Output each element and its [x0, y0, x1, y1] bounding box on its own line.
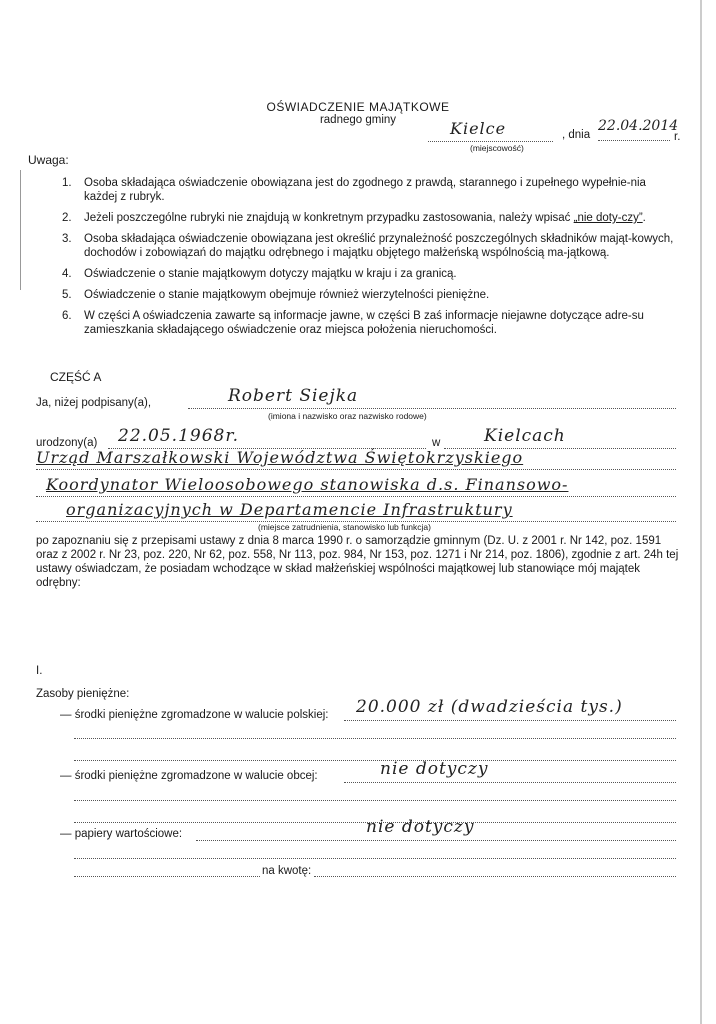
- employment-line[interactable]: [36, 474, 676, 497]
- securities-field[interactable]: [196, 818, 676, 841]
- place-handwritten: Kielce: [450, 119, 507, 138]
- part-a-heading: CZĘŚĆ A: [50, 370, 102, 384]
- born-place-handwritten: Kielcach: [484, 426, 566, 446]
- note-number: 4.: [62, 268, 72, 280]
- born-label: urodzony(a): [36, 437, 98, 449]
- note-text: W części A oświadczenia zawarte są informacje jawne, w części B zaś informacje niejawne dotyczące adre-su zamieszkania składającego oświadczenie oraz miejsca położenia nieruchomości.: [84, 310, 644, 336]
- note-number: 2.: [62, 212, 72, 224]
- document-subtitle: radnego gminy: [319, 114, 397, 126]
- document-title: OŚWIADCZENIE MAJĄTKOWE: [266, 100, 450, 114]
- signed-label: Ja, niżej podpisany(a),: [36, 397, 152, 409]
- section-heading: Zasoby pieniężne:: [36, 688, 130, 700]
- note-number: 6.: [62, 310, 72, 322]
- employment-text: Urząd Marszałkowski Województwa Świętokrzyskiego: [36, 448, 524, 467]
- note-item: [62, 309, 678, 337]
- place-caption: (miejscowość): [470, 143, 524, 153]
- born-date-field[interactable]: [108, 426, 426, 449]
- note-text: Osoba składająca oświadczenie obowiązana jest do zgodnego z prawdą, starannego i zupełnego wypełnie-nia każdej z rubryk.: [84, 177, 646, 203]
- note-item: [62, 211, 678, 225]
- note-item: [62, 267, 678, 281]
- scan-edge: [700, 0, 702, 1024]
- employment-line[interactable]: [36, 447, 676, 470]
- born-date-handwritten: 22.05.1968r.: [118, 426, 239, 446]
- date-field[interactable]: [598, 118, 679, 141]
- note-text: Jeżeli poszczególne rubryki nie znajdują w konkretnym przypadku zastosowania, należy wpisać: [84, 212, 574, 224]
- pln-label: — środki pieniężne zgromadzone w walucie polskiej:: [60, 709, 329, 721]
- note-text: Oświadczenie o stanie majątkowym obejmuje również wierzytelności pieniężne.: [84, 289, 490, 301]
- pln-field[interactable]: [344, 698, 676, 721]
- name-handwritten: Robert Siejka: [228, 386, 359, 406]
- securities-value-handwritten: nie dotyczy: [366, 817, 475, 837]
- note-quoted-text: „nie doty-czy”: [573, 212, 643, 224]
- blank-line[interactable]: [74, 840, 676, 859]
- date-prefix: , dnia: [562, 129, 591, 141]
- note-text-end: .: [642, 212, 646, 224]
- legal-text: po zapoznaniu się z przepisami ustawy z dnia 8 marca 1990 r. o samorządzie gminnym (Dz. U. z 2001 r. Nr 142, poz. 1591 oraz z 2002 r. Nr 23, poz. 220, Nr 62, poz. 558, Nr 113, poz. 984, Nr 153, poz. 1271 i Nr 214, poz. 1806), zgodnie z art. 24h tej ustawy oświadczam, że posiadam wchodzące w skład małżeńskiej wspólności majątkowej lub stanowiące mój majątek odrębny:: [36, 535, 679, 589]
- blank-line[interactable]: [74, 782, 676, 801]
- date-suffix: r.: [674, 131, 681, 143]
- note-item: [62, 232, 678, 260]
- note-item: [62, 176, 678, 204]
- notes-list: [62, 176, 678, 344]
- notes-heading: Uwaga:: [28, 153, 69, 167]
- place-field[interactable]: [428, 121, 553, 142]
- note-text: Oświadczenie o stanie majątkowym dotyczy majątku w kraju i za granicą.: [84, 268, 457, 280]
- born-place-field[interactable]: [444, 426, 676, 449]
- name-caption: (imiona i nazwisko oraz nazwisko rodowe): [268, 411, 427, 421]
- foreign-field[interactable]: [344, 760, 676, 783]
- employment-text: organizacyjnych w Departamencie Infrastruktury: [66, 500, 513, 519]
- note-number: 5.: [62, 289, 72, 301]
- employment-caption: (miejsce zatrudnienia, stanowisko lub funkcja): [258, 522, 431, 532]
- blank-line[interactable]: [74, 866, 260, 877]
- note-number: 1.: [62, 177, 72, 189]
- foreign-value-handwritten: nie dotyczy: [380, 759, 489, 779]
- pln-value-handwritten: 20.000 zł (dwadzieścia tys.): [356, 697, 623, 717]
- born-in-label: w: [432, 437, 441, 449]
- note-number: 3.: [62, 233, 72, 245]
- employment-text: Koordynator Wieloosobowego stanowiska d.s. Finansowo-: [46, 475, 569, 494]
- scan-margin-line: [20, 170, 21, 290]
- blank-line[interactable]: [74, 742, 676, 761]
- blank-line[interactable]: [74, 720, 676, 739]
- amount-label: na kwotę:: [262, 865, 312, 877]
- note-item: [62, 288, 678, 302]
- employment-line[interactable]: [36, 499, 676, 522]
- securities-label: — papiery wartościowe:: [60, 828, 183, 840]
- amount-field[interactable]: [314, 862, 676, 877]
- note-text: Osoba składająca oświadczenie obowiązana jest określić przynależność poszczególnych składników mająt-kowych, dochodów i zobowiązań do majątku odrębnego i majątku objętego małżeńską wspólnością ma-jątkową.: [84, 233, 674, 259]
- foreign-label: — środki pieniężne zgromadzone w walucie obcej:: [60, 770, 318, 782]
- name-field[interactable]: [188, 388, 676, 409]
- section-roman: I.: [36, 665, 43, 677]
- date-handwritten: 22.04.2014: [598, 118, 679, 134]
